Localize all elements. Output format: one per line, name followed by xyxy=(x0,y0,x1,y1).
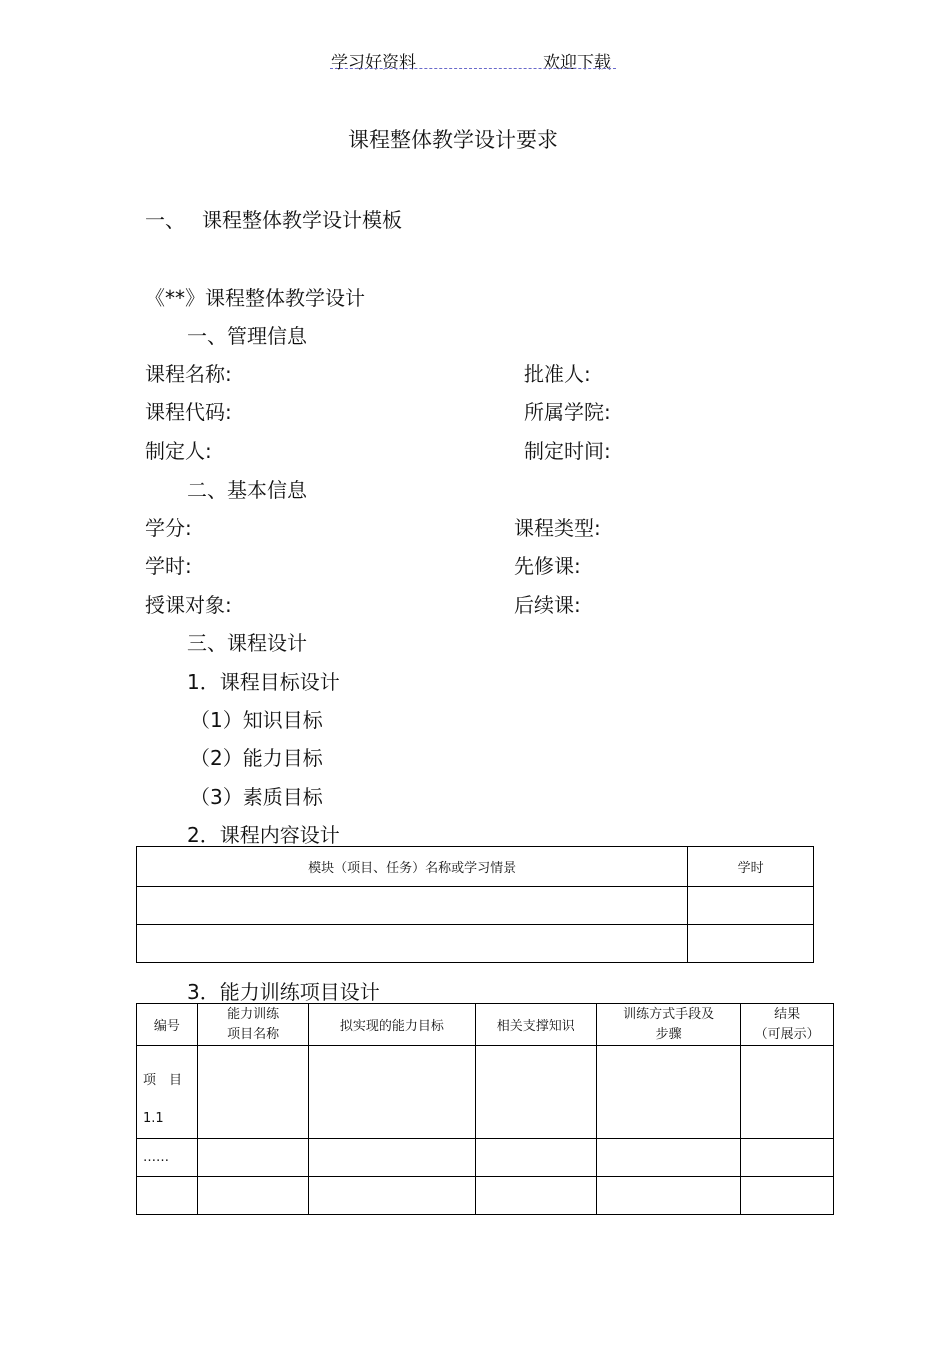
goal-knowledge: （1）知识目标 xyxy=(190,708,323,732)
training-row2-id: …… xyxy=(137,1139,198,1177)
table-cell xyxy=(475,1177,596,1215)
management-heading: 一、管理信息 xyxy=(187,324,307,348)
training-row1-id xyxy=(137,1046,198,1139)
audience-label: 授课对象: xyxy=(145,593,232,617)
section-number: 一、 xyxy=(145,208,185,232)
prereq-label: 先修课: xyxy=(514,554,581,578)
training-header-method: 训练方式手段及 步骤 xyxy=(596,1004,740,1046)
header-right-text: 欢迎下载 xyxy=(543,53,611,73)
basic-heading: 二、基本信息 xyxy=(187,478,307,502)
table-cell xyxy=(309,1177,475,1215)
table-cell xyxy=(137,925,688,963)
training-row1-id-line1: 项 目 xyxy=(143,1073,183,1088)
section-title: 课程整体教学设计模板 xyxy=(202,208,402,232)
training-row1-id-line2: 1.1 xyxy=(143,1111,164,1126)
training-heading: 3．能力训练项目设计 xyxy=(187,980,380,1004)
content-header-module: 模块（项目、任务）名称或学习情景 xyxy=(137,847,688,887)
credit-label: 学分: xyxy=(145,516,192,540)
template-title: 《**》课程整体教学设计 xyxy=(145,286,365,310)
table-row xyxy=(137,1046,834,1139)
table-cell xyxy=(688,887,814,925)
content-header-hours: 学时 xyxy=(688,847,814,887)
table-cell xyxy=(137,1177,198,1215)
followup-label: 后续课: xyxy=(514,593,581,617)
goal-quality: （3）素质目标 xyxy=(190,785,323,809)
table-cell xyxy=(596,1177,740,1215)
header-left-text: 学习好资料 xyxy=(331,53,416,73)
table-row xyxy=(137,887,814,925)
table-cell xyxy=(741,1139,834,1177)
training-header-goal: 拟实现的能力目标 xyxy=(309,1004,475,1046)
goal-ability: （2）能力目标 xyxy=(190,746,323,770)
course-code-label: 课程代码: xyxy=(145,400,232,424)
training-header-result: 结果 （可展示） xyxy=(741,1004,834,1046)
hours-label: 学时: xyxy=(145,554,192,578)
training-header-knowledge: 相关支撑知识 xyxy=(475,1004,596,1046)
table-cell xyxy=(137,887,688,925)
table-cell xyxy=(309,1139,475,1177)
table-cell xyxy=(688,925,814,963)
training-header-name: 能力训练 项目名称 xyxy=(197,1004,308,1046)
table-row xyxy=(137,925,814,963)
content-table xyxy=(136,846,814,963)
table-row xyxy=(137,1139,834,1177)
date-label: 制定时间: xyxy=(524,439,611,463)
table-cell xyxy=(197,1177,308,1215)
table-cell xyxy=(741,1046,834,1139)
training-table xyxy=(136,1003,834,1215)
course-type-label: 课程类型: xyxy=(514,516,601,540)
design-heading: 三、课程设计 xyxy=(187,631,307,655)
course-name-label: 课程名称: xyxy=(145,362,232,386)
author-label: 制定人: xyxy=(145,439,212,463)
table-cell xyxy=(596,1046,740,1139)
header-divider xyxy=(330,68,616,69)
college-label: 所属学院: xyxy=(524,400,611,424)
goal-heading: 1．课程目标设计 xyxy=(187,670,340,694)
table-cell xyxy=(309,1046,475,1139)
training-header-id: 编号 xyxy=(137,1004,198,1046)
table-row xyxy=(137,1177,834,1215)
table-cell xyxy=(197,1046,308,1139)
content-heading: 2．课程内容设计 xyxy=(187,823,340,847)
table-cell xyxy=(475,1046,596,1139)
table-cell xyxy=(197,1139,308,1177)
approver-label: 批准人: xyxy=(524,362,591,386)
table-cell xyxy=(596,1139,740,1177)
table-cell xyxy=(741,1177,834,1215)
table-cell xyxy=(475,1139,596,1177)
document-title: 课程整体教学设计要求 xyxy=(348,128,558,152)
